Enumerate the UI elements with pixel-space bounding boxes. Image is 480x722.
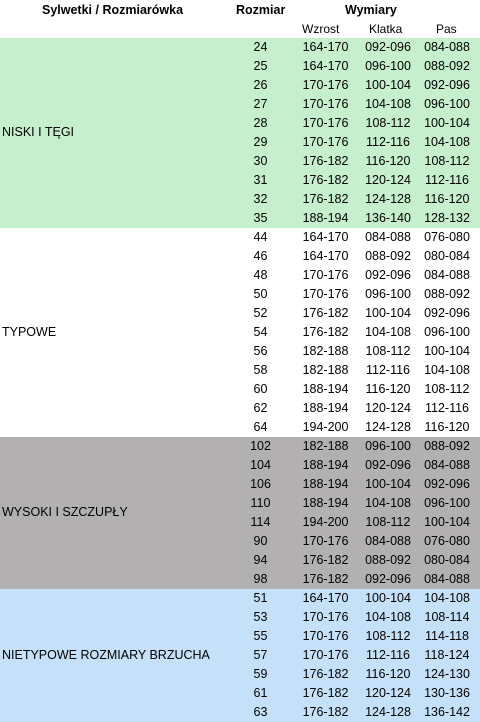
table-row xyxy=(0,399,480,418)
pas-cell: 128-132 xyxy=(424,211,470,225)
size-cell: 94 xyxy=(253,553,268,567)
pas-cell: 092-096 xyxy=(424,477,470,491)
wzrost-cell: 170-176 xyxy=(302,97,349,111)
klatka-cell: 096-100 xyxy=(365,439,411,453)
table-row xyxy=(0,171,480,190)
table-row xyxy=(0,114,480,133)
table-row xyxy=(0,38,480,57)
pas-cell: 124-130 xyxy=(424,667,470,681)
pas-cell: 136-142 xyxy=(424,705,470,719)
pas-cell: 084-088 xyxy=(424,40,470,54)
pas-cell: 108-112 xyxy=(424,382,470,396)
pas-cell: 088-092 xyxy=(424,439,470,453)
wzrost-cell: 170-176 xyxy=(302,135,349,149)
klatka-cell: 116-120 xyxy=(365,382,411,396)
table-row xyxy=(0,228,480,247)
table-row xyxy=(0,627,480,646)
table-row xyxy=(0,532,480,551)
klatka-cell: 136-140 xyxy=(365,211,411,225)
pas-cell: 104-108 xyxy=(424,135,470,149)
size-cell: 32 xyxy=(253,192,268,206)
size-cell: 52 xyxy=(253,306,268,320)
table-row xyxy=(0,57,480,76)
wzrost-cell: 170-176 xyxy=(302,78,349,92)
wzrost-cell: 176-182 xyxy=(302,154,349,168)
wzrost-cell: 170-176 xyxy=(302,610,349,624)
table-row xyxy=(0,437,480,456)
size-cell: 56 xyxy=(253,344,268,358)
table-row xyxy=(0,456,480,475)
wzrost-cell: 170-176 xyxy=(302,268,349,282)
wzrost-cell: 176-182 xyxy=(302,325,349,339)
table-row xyxy=(0,133,480,152)
wzrost-cell: 188-194 xyxy=(302,477,349,491)
wzrost-cell: 164-170 xyxy=(302,59,349,73)
header-klatka: Klatka xyxy=(369,22,403,36)
klatka-cell: 104-108 xyxy=(365,496,411,510)
table-row xyxy=(0,95,480,114)
table-row xyxy=(0,76,480,95)
table-row xyxy=(0,247,480,266)
wzrost-cell: 164-170 xyxy=(302,249,349,263)
klatka-cell: 100-104 xyxy=(365,477,411,491)
wzrost-cell: 170-176 xyxy=(302,116,349,130)
pas-cell: 114-118 xyxy=(424,629,470,643)
size-cell: 90 xyxy=(253,534,268,548)
size-cell: 27 xyxy=(253,97,268,111)
table-row xyxy=(0,304,480,323)
header-wzrost: Wzrost xyxy=(302,22,340,36)
klatka-cell: 108-112 xyxy=(365,515,411,529)
wzrost-cell: 188-194 xyxy=(302,211,349,225)
group-label: TYPOWE xyxy=(2,324,57,339)
klatka-cell: 100-104 xyxy=(365,306,411,320)
size-cell: 62 xyxy=(253,401,268,415)
pas-cell: 104-108 xyxy=(424,591,470,605)
size-cell: 26 xyxy=(253,78,268,92)
table-row xyxy=(0,665,480,684)
size-cell: 61 xyxy=(253,686,268,700)
klatka-cell: 096-100 xyxy=(365,59,411,73)
wzrost-cell: 176-182 xyxy=(302,173,349,187)
table-row xyxy=(0,494,480,513)
size-cell: 48 xyxy=(253,268,268,282)
klatka-cell: 124-128 xyxy=(365,192,411,206)
klatka-cell: 108-112 xyxy=(365,344,411,358)
pas-cell: 084-088 xyxy=(424,268,470,282)
pas-cell: 108-114 xyxy=(424,610,470,624)
klatka-cell: 088-092 xyxy=(365,553,411,567)
wzrost-cell: 182-188 xyxy=(302,363,349,377)
size-cell: 110 xyxy=(250,496,271,510)
silhouette-group xyxy=(0,437,480,589)
size-cell: 44 xyxy=(253,230,268,244)
pas-cell: 108-112 xyxy=(424,154,470,168)
wzrost-cell: 170-176 xyxy=(302,534,349,548)
size-cell: 25 xyxy=(253,59,268,73)
klatka-cell: 124-128 xyxy=(365,705,411,719)
wzrost-cell: 164-170 xyxy=(302,591,349,605)
pas-cell: 080-084 xyxy=(424,553,470,567)
klatka-cell: 120-124 xyxy=(365,173,411,187)
table-row xyxy=(0,190,480,209)
header-wymiary: Wymiary xyxy=(345,3,397,17)
size-cell: 104 xyxy=(250,458,271,472)
wzrost-cell: 176-182 xyxy=(302,705,349,719)
wzrost-cell: 170-176 xyxy=(302,648,349,662)
pas-cell: 092-096 xyxy=(424,78,470,92)
pas-cell: 084-088 xyxy=(424,572,470,586)
pas-cell: 104-108 xyxy=(424,363,470,377)
pas-cell: 096-100 xyxy=(424,496,470,510)
pas-cell: 080-084 xyxy=(424,249,470,263)
klatka-cell: 104-108 xyxy=(365,97,411,111)
table-row xyxy=(0,646,480,665)
pas-cell: 088-092 xyxy=(424,287,470,301)
table-row xyxy=(0,380,480,399)
klatka-cell: 104-108 xyxy=(365,610,411,624)
pas-cell: 076-080 xyxy=(424,534,470,548)
size-cell: 60 xyxy=(253,382,268,396)
size-cell: 102 xyxy=(250,439,271,453)
size-cell: 58 xyxy=(253,363,268,377)
silhouette-group xyxy=(0,38,480,228)
header-sylwetki: Sylwetki / Rozmiarówka xyxy=(42,3,184,17)
klatka-cell: 092-096 xyxy=(365,458,411,472)
wzrost-cell: 194-200 xyxy=(302,515,349,529)
silhouette-group xyxy=(0,228,480,437)
size-cell: 46 xyxy=(253,249,268,263)
klatka-cell: 120-124 xyxy=(365,686,411,700)
klatka-cell: 112-116 xyxy=(365,135,411,149)
table-row xyxy=(0,570,480,589)
wzrost-cell: 182-188 xyxy=(302,439,349,453)
klatka-cell: 104-108 xyxy=(365,325,411,339)
wzrost-cell: 170-176 xyxy=(302,287,349,301)
size-cell: 106 xyxy=(250,477,271,491)
size-cell: 98 xyxy=(253,572,268,586)
table-row xyxy=(0,152,480,171)
wzrost-cell: 164-170 xyxy=(302,230,349,244)
klatka-cell: 084-088 xyxy=(365,230,411,244)
table-row xyxy=(0,551,480,570)
size-cell: 114 xyxy=(250,515,271,529)
pas-cell: 112-116 xyxy=(424,173,470,187)
wzrost-cell: 164-170 xyxy=(302,40,349,54)
pas-cell: 100-104 xyxy=(424,116,470,130)
klatka-cell: 084-088 xyxy=(365,534,411,548)
size-cell: 28 xyxy=(253,116,268,130)
pas-cell: 096-100 xyxy=(424,325,470,339)
table-row xyxy=(0,361,480,380)
klatka-cell: 112-116 xyxy=(365,648,411,662)
wzrost-cell: 176-182 xyxy=(302,667,349,681)
group-label: NIETYPOWE ROZMIARY BRZUCHA xyxy=(2,647,210,662)
size-cell: 64 xyxy=(253,420,268,434)
pas-cell: 096-100 xyxy=(424,97,470,111)
pas-cell: 112-116 xyxy=(424,401,470,415)
pas-cell: 088-092 xyxy=(424,59,470,73)
group-label: WYSOKI I SZCZUPŁY xyxy=(2,505,128,519)
size-cell: 57 xyxy=(253,648,268,662)
size-cell: 50 xyxy=(253,287,268,301)
size-cell: 51 xyxy=(253,591,268,605)
klatka-cell: 112-116 xyxy=(365,363,411,377)
klatka-cell: 108-112 xyxy=(365,116,411,130)
pas-cell: 076-080 xyxy=(424,230,470,244)
size-cell: 35 xyxy=(253,211,268,225)
pas-cell: 116-120 xyxy=(424,420,470,434)
header-rozmiar: Rozmiar xyxy=(236,3,286,17)
table-header xyxy=(0,0,480,38)
table-row xyxy=(0,285,480,304)
wzrost-cell: 188-194 xyxy=(302,382,349,396)
pas-cell: 130-136 xyxy=(424,686,470,700)
klatka-cell: 100-104 xyxy=(365,591,411,605)
table-row xyxy=(0,513,480,532)
wzrost-cell: 176-182 xyxy=(302,306,349,320)
table-row xyxy=(0,323,480,342)
table-row xyxy=(0,589,480,608)
wzrost-cell: 176-182 xyxy=(302,686,349,700)
size-cell: 59 xyxy=(253,667,268,681)
group-label: NISKI I TĘGI xyxy=(2,125,75,139)
klatka-cell: 100-104 xyxy=(365,78,411,92)
pas-cell: 116-120 xyxy=(424,192,470,206)
pas-cell: 084-088 xyxy=(424,458,470,472)
klatka-cell: 096-100 xyxy=(365,287,411,301)
size-cell: 63 xyxy=(253,705,268,719)
pas-cell: 118-124 xyxy=(424,648,470,662)
size-cell: 30 xyxy=(253,154,268,168)
klatka-cell: 092-096 xyxy=(365,40,411,54)
size-cell: 54 xyxy=(253,325,268,339)
table-row xyxy=(0,703,480,722)
wzrost-cell: 176-182 xyxy=(302,553,349,567)
klatka-cell: 116-120 xyxy=(365,667,411,681)
pas-cell: 100-104 xyxy=(424,344,470,358)
silhouette-group xyxy=(0,589,480,722)
klatka-cell: 120-124 xyxy=(365,401,411,415)
klatka-cell: 116-120 xyxy=(365,154,411,168)
size-cell: 53 xyxy=(253,610,268,624)
table-row xyxy=(0,209,480,228)
wzrost-cell: 176-182 xyxy=(302,572,349,586)
wzrost-cell: 188-194 xyxy=(302,401,349,415)
table-row xyxy=(0,608,480,627)
size-cell: 31 xyxy=(253,173,268,187)
klatka-cell: 092-096 xyxy=(365,268,411,282)
table-row xyxy=(0,475,480,494)
wzrost-cell: 188-194 xyxy=(302,458,349,472)
table-body xyxy=(0,38,480,722)
wzrost-cell: 176-182 xyxy=(302,192,349,206)
size-cell: 24 xyxy=(253,40,268,54)
table-row xyxy=(0,684,480,703)
wzrost-cell: 194-200 xyxy=(302,420,349,434)
wzrost-cell: 182-188 xyxy=(302,344,349,358)
table-row xyxy=(0,342,480,361)
wzrost-cell: 188-194 xyxy=(302,496,349,510)
table-row xyxy=(0,418,480,437)
klatka-cell: 124-128 xyxy=(365,420,411,434)
size-cell: 55 xyxy=(253,629,268,643)
klatka-cell: 088-092 xyxy=(365,249,411,263)
table-row xyxy=(0,266,480,285)
size-cell: 29 xyxy=(253,135,268,149)
klatka-cell: 092-096 xyxy=(365,572,411,586)
klatka-cell: 108-112 xyxy=(365,629,411,643)
pas-cell: 092-096 xyxy=(424,306,470,320)
pas-cell: 100-104 xyxy=(424,515,470,529)
header-pas: Pas xyxy=(436,22,457,36)
wzrost-cell: 170-176 xyxy=(302,629,349,643)
